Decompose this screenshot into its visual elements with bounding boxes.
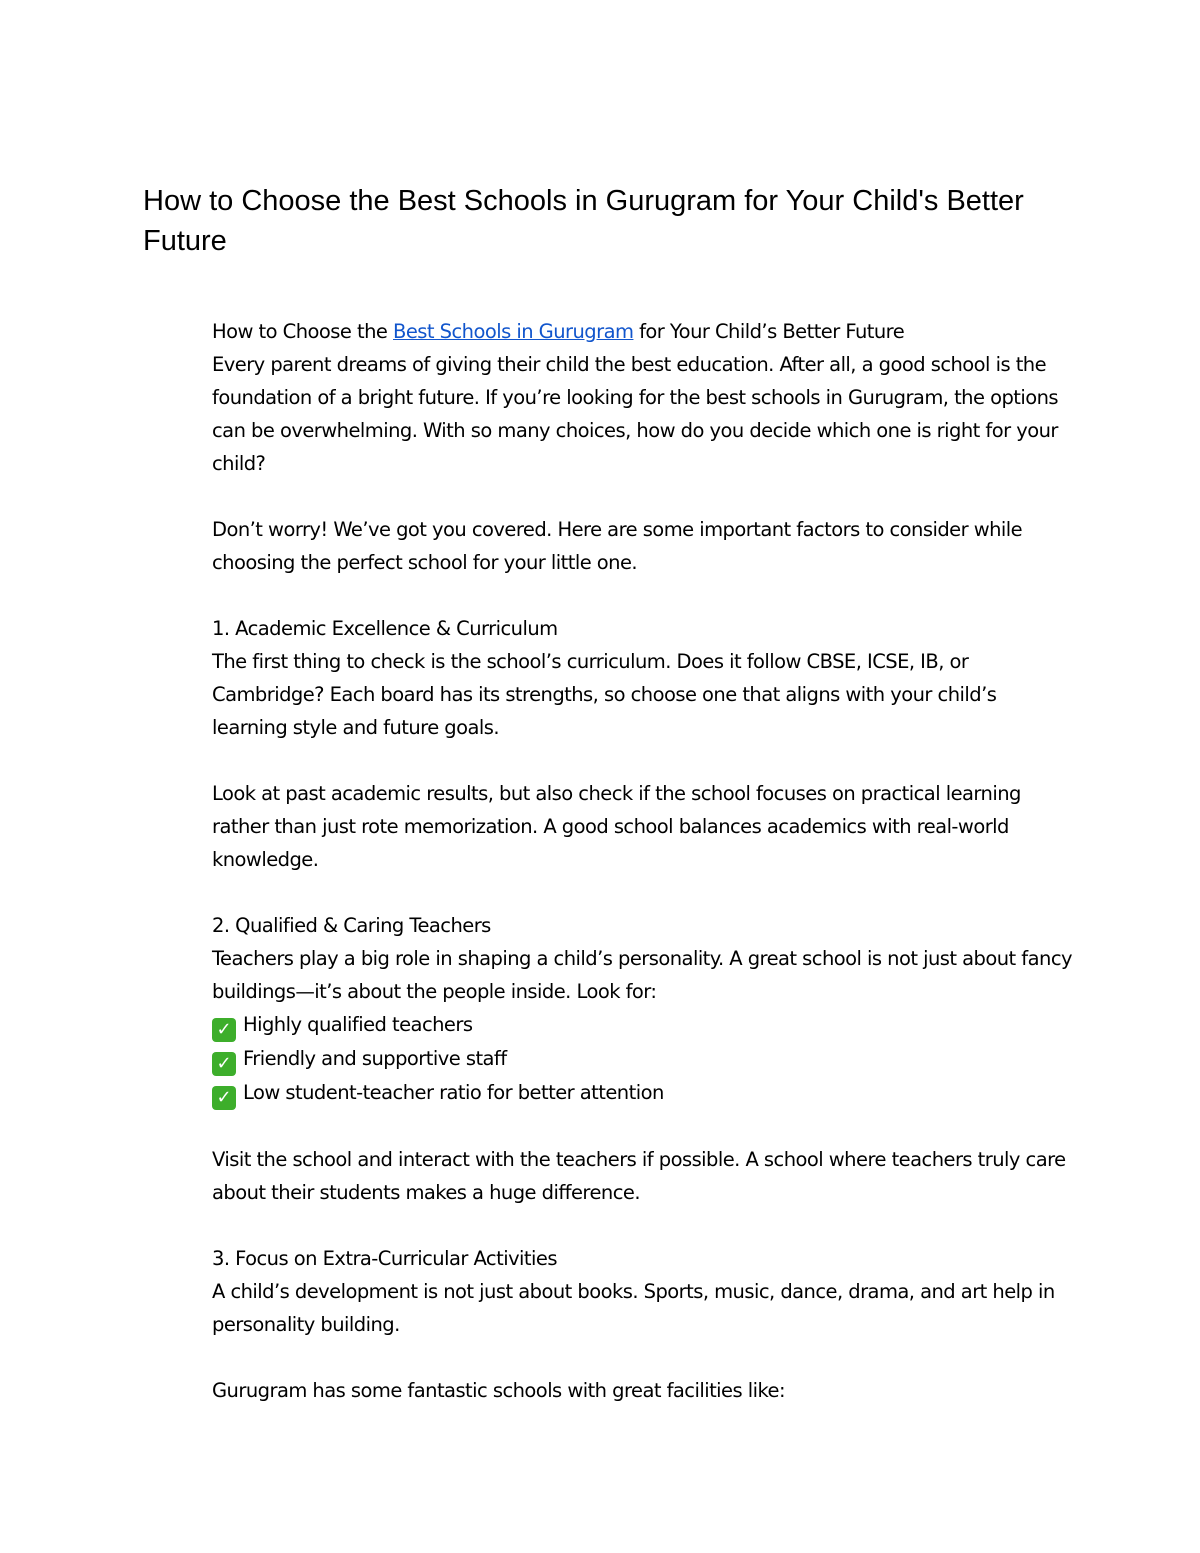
page-title: How to Choose the Best Schools in Gurugram for Your Child's Better Future <box>143 185 1024 257</box>
section-text-academic: The first thing to check is the school’s curriculum. Does it follow CBSE, ICSE, IB, or Cambridge? Each board has its strengths, so choose one that aligns with your child’s learning style and future goals. <box>212 650 997 739</box>
section-text-teachers: Teachers play a big role in shaping a child’s personality. A great school is not just about fancy buildings—it’s about the people inside. Look for: <box>212 947 1072 1003</box>
check-mark-button-icon: ✓ <box>212 1086 236 1110</box>
checklist-item <box>212 1042 1072 1076</box>
spacer <box>212 1209 1072 1242</box>
intro-heading-after: for Your Child’s Better Future <box>633 320 905 343</box>
checklist-item <box>212 1008 1072 1042</box>
spacer <box>212 876 1072 909</box>
checklist-item-label: Friendly and supportive staff <box>243 1047 507 1070</box>
reassure-paragraph: Don’t worry! We’ve got you covered. Here are some important factors to consider while choosing the perfect school for your little one. <box>212 518 1023 574</box>
section-heading-extracurricular: 3. Focus on Extra-Curricular Activities <box>212 1247 557 1270</box>
section-text-extracurricular: A child’s development is not just about books. Sports, music, dance, drama, and art help in personality building. <box>212 1280 1055 1336</box>
spacer <box>212 579 1072 612</box>
intro-heading <box>212 315 1072 348</box>
spacer <box>212 1110 1072 1143</box>
document-body <box>212 315 1072 1407</box>
spacer <box>212 744 1072 777</box>
section-heading-academic: 1. Academic Excellence & Curriculum <box>212 617 558 640</box>
section-text-facilities: Gurugram has some fantastic schools with great facilities like: <box>212 1379 786 1402</box>
check-mark-button-icon: ✓ <box>212 1052 236 1076</box>
section-text-academic-results: Look at past academic results, but also check if the school focuses on practical learning rather than just rote memorization. A good school balances academics with real-world knowledge. <box>212 782 1021 871</box>
spacer <box>212 1341 1072 1374</box>
best-schools-link[interactable]: Best Schools in Gurugram <box>393 320 634 343</box>
section-heading-teachers: 2. Qualified & Caring Teachers <box>212 914 491 937</box>
checklist-item-label: Highly qualified teachers <box>243 1013 473 1036</box>
spacer <box>212 480 1072 513</box>
intro-heading-before: How to Choose the <box>212 320 394 343</box>
check-mark-button-icon: ✓ <box>212 1018 236 1042</box>
intro-paragraph: Every parent dreams of giving their child the best education. After all, a good school is the foundation of a bright future. If you’re looking for the best schools in Gurugram, the options can be overwhelming. With so many choices, how do you decide which one is right for your child? <box>212 353 1059 475</box>
checklist-item <box>212 1076 1072 1110</box>
checklist-item-label: Low student-teacher ratio for better attention <box>243 1081 664 1104</box>
section-text-teachers-visit: Visit the school and interact with the teachers if possible. A school where teachers truly care about their students makes a huge difference. <box>212 1148 1066 1204</box>
